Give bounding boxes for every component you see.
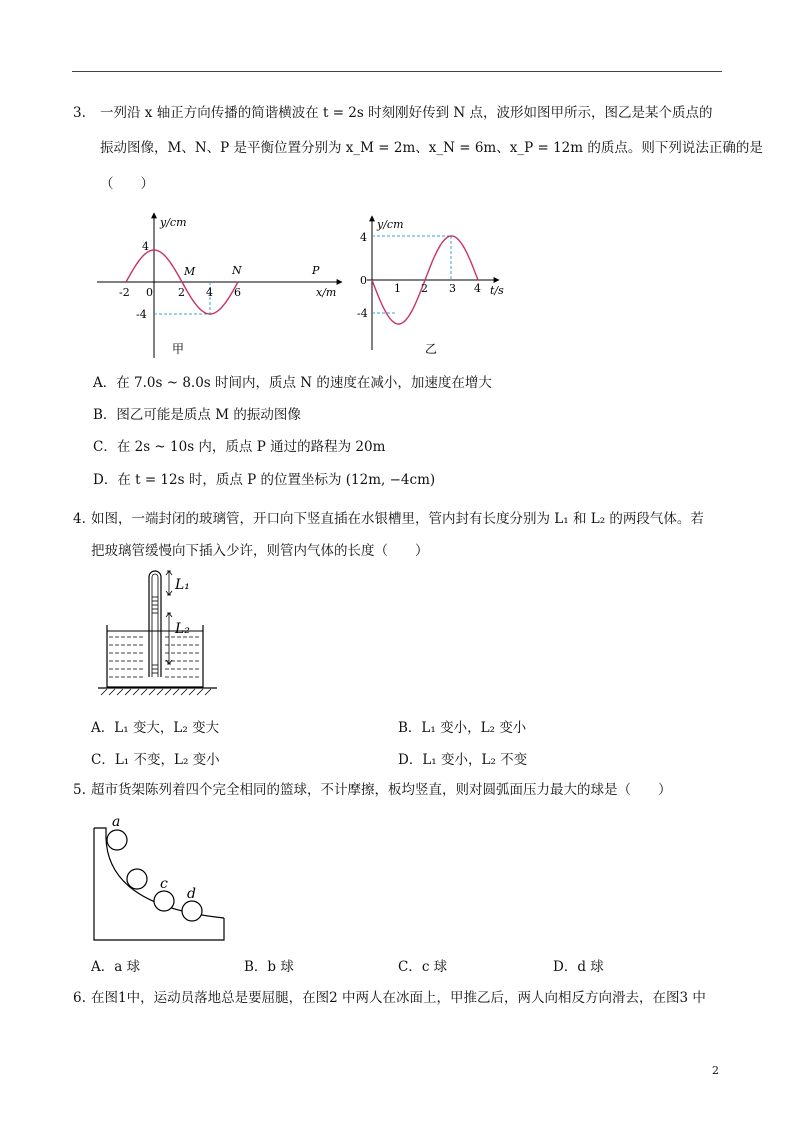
q5-option-c: C．c 球 — [398, 959, 448, 975]
q6-number: 6. — [73, 990, 86, 1006]
q3-stem-line2: 振动图像，M、N、P 是平衡位置分别为 x_M = 2m、x_N = 6m、x_P = 12m 的质点。则下列说法正确的是 — [100, 140, 763, 156]
fig1-ytick-4: 4 — [142, 240, 149, 253]
ball-b — [127, 869, 147, 889]
fig1-ytick-minus4: -4 — [136, 308, 147, 321]
q4-stem-line2: 把玻璃管缓慢向下插入少许，则管内气体的长度（ ） — [91, 543, 429, 559]
fig2-xlabel: t/s — [490, 284, 504, 297]
label-L2: L₂ — [175, 621, 190, 637]
fig2-xtick-2: 2 — [421, 282, 428, 295]
fig1-xtick-2: 2 — [178, 286, 185, 299]
label-L1: L₁ — [175, 577, 190, 593]
q4-number: 4. — [73, 511, 86, 527]
q5-option-a: A．a 球 — [91, 959, 141, 975]
page-number: 2 — [712, 1064, 719, 1077]
ball-a — [107, 830, 127, 850]
fig1-point-M: M — [184, 265, 196, 278]
q5-option-d: D．d 球 — [553, 959, 604, 975]
q5-stem-line1: 超市货架陈列着四个完全相同的篮球，不计摩擦，板均竖直，则对圆弧面压力最大的球是（ ） — [91, 782, 672, 798]
fig2-ylabel: y/cm — [377, 218, 404, 231]
label-d: d — [187, 886, 196, 902]
q6-stem-line1: 在图1中，运动员落地总是要屈腿，在图2 中两人在冰面上，甲推乙后，两人向相反方向滑去，在图3 中 — [91, 990, 706, 1006]
fig2-caption: 乙 — [425, 342, 438, 356]
fig2-xtick-4: 4 — [474, 282, 481, 295]
q3-option-d: D．在 t = 12s 时，质点 P 的位置坐标为 (12m, −4cm) — [93, 472, 436, 488]
ball-c — [154, 891, 174, 911]
fig2-ytick-4: 4 — [360, 231, 367, 244]
q3-number: 3. — [73, 105, 86, 121]
fig1-xtick-6: 6 — [234, 286, 241, 299]
q3-option-a: A．在 7.0s ~ 8.0s 时间内，质点 N 的速度在减小，加速度在增大 — [93, 375, 492, 391]
q3-figure-wave — [92, 208, 352, 368]
fig1-point-N: N — [232, 264, 242, 277]
fig2-xtick-3: 3 — [449, 282, 456, 295]
fig1-xtick-minus2: -2 — [119, 286, 130, 299]
q5-option-b: B．b 球 — [244, 959, 294, 975]
q4-option-c: C．L₁ 不变，L₂ 变小 — [91, 752, 220, 768]
header-rule — [72, 71, 722, 72]
q4-option-b: B．L₁ 变小，L₂ 变小 — [398, 720, 527, 736]
q3-stem-line1: 一列沿 x 轴正方向传播的简谐横波在 t = 2s 时刻刚好传到 N 点，波形如图甲所示，图乙是某个质点的 — [100, 105, 713, 121]
fig1-xlabel: x/m — [316, 286, 337, 299]
fig1-ylabel: y/cm — [160, 216, 187, 229]
q3-option-b: B．图乙可能是质点 M 的振动图像 — [93, 407, 301, 423]
q3-answer-paren: （ ） — [100, 176, 154, 192]
fig2-xtick-1: 1 — [394, 282, 401, 295]
fig2-ytick-minus4: -4 — [357, 307, 368, 320]
q3-option-c: C．在 2s ~ 10s 内，质点 P 通过的路程为 20m — [93, 439, 386, 455]
fig1-point-P: P — [312, 264, 320, 277]
q5-number: 5. — [73, 782, 86, 798]
label-c: c — [160, 876, 168, 892]
ball-d — [182, 901, 202, 921]
q4-option-d: D．L₁ 变小，L₂ 不变 — [398, 752, 528, 768]
q3-figure-vibration — [357, 210, 517, 370]
q4-stem-line1: 如图，一端封闭的玻璃管，开口向下竖直插在水银槽里，管内封有长度分别为 L₁ 和 L₂ 的两段气体。若 — [91, 511, 704, 527]
fig2-ytick-0: 0 — [360, 274, 367, 287]
label-a: a — [112, 814, 121, 830]
q4-figure-tube — [95, 565, 225, 700]
fig1-caption: 甲 — [172, 342, 185, 356]
fig1-xtick-4: 4 — [206, 286, 213, 299]
fig1-xtick-0: 0 — [146, 286, 153, 299]
q4-option-a: A．L₁ 变大，L₂ 变大 — [91, 720, 220, 736]
q5-figure-balls — [90, 814, 230, 944]
